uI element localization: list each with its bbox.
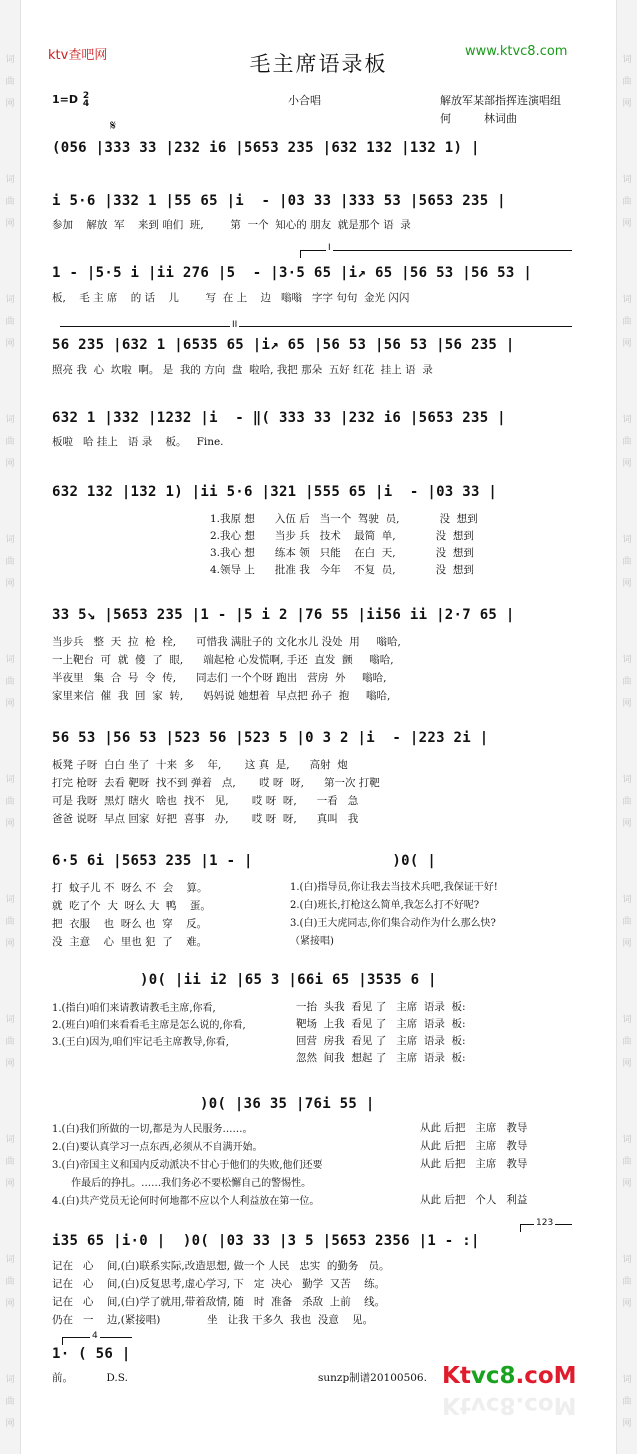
ktvc8-logo[interactable] — [436, 1360, 592, 1392]
lyric-row-3: 板, 毛 主 席 的 话 儿 写 在 上 边 嗡嗡 字字 句句 金光 闪闪 — [52, 292, 410, 304]
score-row-6: 632 132 |132 1) |ii 5·6 |321 |555 65 |i - |03 33 | — [52, 484, 498, 500]
side-watermark-text: 词 曲 网 — [5, 535, 15, 589]
lyric-row-2: 参加 解放 军 来到 咱们 班, 第 一个 知心的 朋友 就是那个 语 录 — [52, 219, 411, 231]
logo-c8: c8 — [485, 1363, 516, 1389]
site-url-right[interactable]: www.ktvc8.com — [465, 44, 568, 59]
verse-line-1: 打 蚊子儿 不 呀么 不 会 算。 — [52, 882, 208, 894]
verse-line-1: 当步兵 整 天 拉 枪 栓, 可惜我 满肚子的 文化水儿 没处 用 嗡哈, — [52, 636, 401, 648]
logo-refl-k: K — [442, 1392, 460, 1418]
performer: 解放军某部指挥连演唱组 — [440, 94, 561, 107]
dialogue-line-1: 1.(白)我们所做的一切,都是为人民服务……。 — [52, 1124, 253, 1135]
time-signature — [83, 92, 89, 108]
time-denominator: 4 — [82, 99, 90, 109]
dialogue-line-2: 2.(班白)咱们来看看毛主席是怎么说的,你看, — [52, 1020, 246, 1031]
volta-bracket-1-end — [300, 250, 301, 258]
side-watermark-text: 词 曲 网 — [5, 1015, 15, 1069]
score-row-12: i35 65 |i·0 | )0( |03 33 |3 5 |5653 2356 |1 - :| — [52, 1233, 480, 1249]
verse-line-2: 从此 后把 主席 教导 — [420, 1140, 528, 1152]
logo-refl-c8: c8 — [485, 1392, 516, 1418]
score-row-5: 632 1 |332 |1232 |i - ‖( 333 33 |232 i6 |5653 235 | — [52, 410, 506, 426]
lyric-row-4: 照亮 我 心 坎啦 啊。 是 我的 方向 盘 啦哈, 我把 那朵 五好 红花 挂上 语 录 — [52, 364, 433, 376]
site-name-left[interactable]: ktv查吧网 — [48, 48, 108, 63]
side-watermark-text: 词 曲 网 — [622, 895, 632, 949]
verse-line-1: 从此 后把 主席 教导 — [420, 1122, 528, 1134]
logo-refl-v: v — [470, 1392, 486, 1418]
side-watermark-text: 词 曲 网 — [5, 655, 15, 709]
side-watermark-text: 词 曲 网 — [622, 1255, 632, 1309]
score-row-2: i 5·6 |332 1 |55 65 |i - |03 33 |333 53 |5653 235 | — [52, 193, 506, 209]
verse-line-4: 4.领导 上 批准 我 今年 不复 员, 没 想到 — [210, 564, 474, 576]
verse-line-3: 从此 后把 主席 教导 — [420, 1158, 528, 1170]
dialogue-line-3: 3.(白)王大虎同志,你们集合动作为什么那么快? — [290, 918, 496, 929]
side-watermark-text: 词 曲 网 — [5, 1135, 15, 1189]
dialogue-line-1: 1.(白)指导员,你让我去当技术兵吧,我保证干好! — [290, 882, 498, 893]
logo-k: K — [442, 1363, 460, 1389]
side-watermark-text: 词 曲 网 — [622, 415, 632, 469]
score-row-8: 56 53 |56 53 |523 56 |523 5 |0 3 2 |i - |223 2i | — [52, 730, 489, 746]
score-row-3: 1 - |5·5 i |ii 276 |5 - |3·5 65 |i↗ 65 |56 53 |56 53 | — [52, 265, 533, 281]
lyric-row-13: 前。 D.S. — [52, 1372, 128, 1384]
volta-label-1: I — [328, 243, 331, 253]
side-watermark-text: 词 曲 网 — [5, 895, 15, 949]
side-watermark-text: 词 曲 网 — [5, 775, 15, 829]
dialogue-line-2: 2.(白)班长,打枪这么简单,我怎么打不好呢? — [290, 900, 480, 911]
score-row-4: 56 235 |632 1 |6535 65 |i↗ 65 |56 53 |56 53 |56 235 | — [52, 337, 515, 353]
side-watermark-text: 词 曲 网 — [622, 655, 632, 709]
lyric-row-5: 板啦 哈 挂上 语 录 板。 Fine. — [52, 436, 224, 448]
verse-line-2: 靶场 上我 看见 了 主席 语录 板: — [296, 1018, 466, 1030]
score-row-7: 33 5↘ |5653 235 |1 - |5 i 2 |76 55 |ii56 ii |2·7 65 | — [52, 607, 515, 623]
transcriber-credit: sunzp制谱20100506. — [318, 1372, 427, 1384]
dialogue-line-3: 3.(王白)因为,咱们牢记毛主席教导,你看, — [52, 1037, 229, 1048]
logo-refl-dot: . — [515, 1392, 525, 1418]
verse-line-4: 爸爸 说呀 早点 回家 好把 喜事 办, 哎 呀 呀, 真叫 我 — [52, 813, 359, 825]
side-watermark-text: 词 曲 网 — [5, 1255, 15, 1309]
side-watermark-text: 词 曲 网 — [5, 1375, 15, 1429]
side-watermark-text: 词 曲 网 — [622, 175, 632, 229]
segno-sign: 𝄋 — [110, 118, 117, 134]
volta-bracket-1 — [300, 250, 572, 251]
verse-line-2: 打完 枪呀 去看 靶呀 找不到 弹着 点, 哎 呀 呀, 第一次 打靶 — [52, 777, 380, 789]
score-row-13: 1· ( 56 | — [52, 1346, 131, 1362]
verse-line-1: 板凳 子呀 白白 坐了 十来 多 年, 这 真 是, 高射 炮 — [52, 759, 348, 771]
verse-line-4: 没 主意 心 里也 犯 了 难。 — [52, 936, 208, 948]
logo-refl-t: t — [459, 1392, 471, 1418]
dialogue-line-5: 4.(白)共产党员无论何时何地都不应以个人利益放在第一位。 — [52, 1196, 320, 1207]
side-watermark-text: 词 曲 网 — [622, 535, 632, 589]
score-row-9: 6·5 6i |5653 235 |1 - | )0( | — [52, 853, 437, 869]
side-watermark-text: 词 曲 网 — [5, 175, 15, 229]
score-row-11: )0( |36 35 |76i 55 | — [200, 1096, 375, 1112]
verse-line-1: 1.我原 想 入伍 后 当一个 驾驶 员, 没 想到 — [210, 513, 478, 525]
dialogue-line-4: 作最后的挣扎。……我们务必不要松懈自己的警惕性。 — [52, 1178, 312, 1189]
side-watermark-text: 词 曲 网 — [622, 775, 632, 829]
volta-label-3: 123 — [536, 1218, 554, 1228]
score-row-10: )0( |ii i2 |65 3 |66i 65 |3535 6 | — [140, 972, 437, 988]
logo-reflection — [442, 1392, 577, 1418]
volta-label-4: 4 — [92, 1331, 98, 1341]
composer: 何 林词曲 — [440, 112, 517, 125]
score-row-1: (056 |333 33 |232 i6 |5653 235 |632 132 |132 1) | — [52, 140, 480, 156]
side-watermark-text: 词 曲 网 — [5, 55, 15, 109]
time-numerator: 2 — [82, 91, 90, 101]
side-watermark-text: 词 曲 网 — [622, 1135, 632, 1189]
volta-bracket-2 — [60, 326, 572, 327]
verse-line-1: 记在 心 间,(白)联系实际,改造思想, 做一个 人民 忠实 的勤务 员。 — [52, 1260, 390, 1272]
volta-bracket-3-start — [520, 1224, 521, 1232]
side-watermark-text: 词 曲 网 — [622, 1375, 632, 1429]
verse-line-3: 把 衣服 也 呀么 也 穿 反。 — [52, 918, 208, 930]
side-watermark-text: 词 曲 网 — [622, 295, 632, 349]
side-watermark-text: 词 曲 网 — [5, 415, 15, 469]
logo-refl-com: coM — [524, 1392, 577, 1418]
key-label: 1=D — [52, 93, 79, 106]
verse-line-3: 3.我心 想 练本 领 只能 在白 天, 没 想到 — [210, 547, 474, 559]
dialogue-line-1: 1.(指白)咱们来请教请教毛主席,你看, — [52, 1003, 216, 1014]
verse-line-3: 可是 我呀 黑灯 瞎火 啥也 找不 见, 哎 呀 呀, 一看 急 — [52, 795, 359, 807]
logo-dot: . — [515, 1363, 525, 1389]
volta-label-2: II — [232, 320, 238, 330]
volta-bracket-4-start — [62, 1337, 63, 1345]
verse-line-3: 记在 心 间,(白)学了就用,带着敌情, 随 时 准备 杀敌 上前 线。 — [52, 1296, 386, 1308]
dialogue-line-4: （紧接唱) — [290, 936, 334, 947]
verse-line-1: 一抬 头我 看见 了 主席 语录 板: — [296, 1001, 466, 1013]
verse-line-2: 2.我心 想 当步 兵 技术 最简 单, 没 想到 — [210, 530, 474, 542]
verse-line-2: 一上靶台 可 就 傻 了 眼, 端起枪 心发慌啊, 手还 直发 颤 嗡哈, — [52, 654, 394, 666]
verse-line-4: 家里来信 催 我 回 家 转, 妈妈说 她想着 早点把 孙子 抱 嗡哈, — [52, 690, 391, 702]
logo-t: t — [459, 1363, 471, 1389]
key-signature — [52, 92, 89, 108]
verse-line-2: 记在 心 间,(白)反复思考,虚心学习, 下 定 决心 勤学 又苦 练。 — [52, 1278, 386, 1290]
verse-line-3: 半夜里 集 合 号 令 传, 同志们 一个个呀 跑出 营房 外 嗡哈, — [52, 672, 387, 684]
verse-line-3: 回营 房我 看见 了 主席 语录 板: — [296, 1035, 466, 1047]
verse-line-2: 就 吃了个 大 呀么 大 鸭 蛋。 — [52, 900, 211, 912]
performance-style: 小合唱 — [288, 94, 321, 107]
song-title: 毛主席语录板 — [249, 52, 388, 76]
side-watermark-text: 词 曲 网 — [622, 55, 632, 109]
verse-line-5: 从此 后把 个人 利益 — [420, 1194, 528, 1206]
side-watermark-text: 词 曲 网 — [622, 1015, 632, 1069]
dialogue-line-3: 3.(白)帝国主义和国内反动派决不甘心于他们的失败,他们还要 — [52, 1160, 323, 1171]
verse-line-4: 忽然 间我 想起 了 主席 语录 板: — [296, 1052, 466, 1064]
verse-line-4: 仍在 一 边,(紧接唱) 坐 让我 干多久 我也 没意 见。 — [52, 1314, 374, 1326]
logo-v: v — [470, 1363, 486, 1389]
logo-com: coM — [524, 1363, 577, 1389]
side-watermark-text: 词 曲 网 — [5, 295, 15, 349]
dialogue-line-2: 2.(白)要认真学习一点东西,必须从不自满开始。 — [52, 1142, 263, 1153]
